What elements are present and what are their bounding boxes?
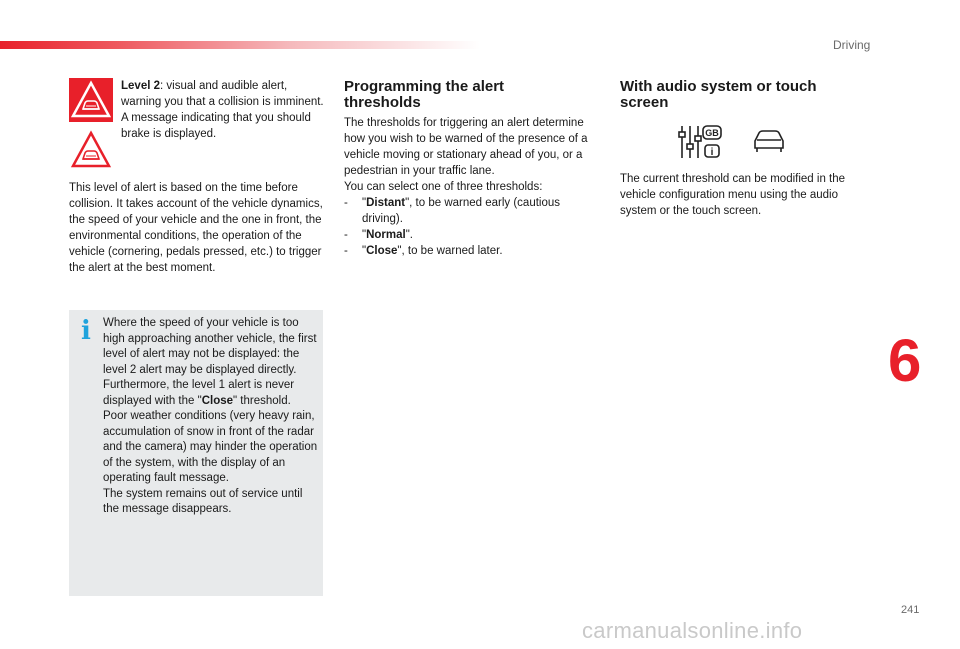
threshold-distant: Distant: [366, 197, 406, 209]
threshold-normal: Normal: [366, 229, 406, 241]
list-item: [344, 243, 602, 259]
level-line-2: A message indicating that you should brake is displayed.: [121, 112, 311, 140]
audio-system-icon: [677, 124, 723, 160]
info-line-2a: Furthermore, the level 1 alert is never displayed with the ": [103, 379, 295, 407]
info-line-2: [103, 378, 318, 409]
item-text: ".: [405, 229, 413, 241]
list-dash: -: [344, 197, 348, 209]
programming-p1: The thresholds for triggering an alert determine how you wish to be warned of the presence of a vehicle moving or stationary ahead of you, or a pedestrian in your traffic lane.: [344, 117, 588, 177]
item-text: ", to be warned early (cautious driving).: [362, 197, 561, 225]
level-label: Level 2: [121, 80, 160, 92]
info-icon: i: [81, 316, 91, 346]
audio-touch-title: With audio system or touch screen: [620, 78, 817, 111]
quote: ": [362, 245, 367, 257]
info-close-bold: Close: [201, 394, 234, 407]
programming-title: Programming the alert thresholds: [344, 78, 505, 111]
audio-badge-i: i: [710, 147, 714, 158]
info-line-2c: " threshold.: [233, 394, 291, 407]
programming-body: [344, 115, 602, 259]
alert-timing-paragraph: This level of alert is based on the time before collision. It takes account of the vehicle dynamics, the speed of your vehicle and the one in front, the environmental conditions, the operation of the vehicle (cornering, pedals pressed, etc.) to trigger the alert at the best moment.: [69, 182, 323, 274]
list-item: [344, 195, 602, 227]
chapter-tab: [888, 327, 938, 394]
header-accent-bar: [0, 41, 480, 49]
info-line-3: Poor weather conditions (very heavy rain, accumulation of snow in front of the radar and the camera) may hinder the operation of the system, with the display of an operating fault message.: [103, 410, 318, 484]
chapter-number: 6: [888, 327, 922, 394]
quote: ": [362, 197, 367, 209]
info-text: [103, 316, 318, 518]
watermark: carmanualsonline.info: [582, 618, 803, 643]
item-text: ", to be warned later.: [397, 245, 503, 257]
level-rest: : visual and audible alert, warning you that a collision is imminent.: [121, 80, 324, 108]
list-dash: -: [344, 245, 348, 257]
audio-badge-gb: GB: [705, 128, 719, 138]
car-icon: [752, 126, 786, 156]
audio-touch-body: The current threshold can be modified in the vehicle configuration menu using the audio system or the touch screen.: [620, 173, 846, 217]
level-2-description: [121, 78, 326, 142]
list-dash: -: [344, 229, 348, 241]
section-title: Driving: [833, 38, 871, 52]
collision-alert-icon: [69, 78, 113, 122]
list-item: [344, 227, 602, 243]
threshold-close: Close: [366, 245, 398, 257]
page-number: 241: [901, 604, 920, 616]
programming-p2: You can select one of three thresholds:: [344, 181, 543, 193]
info-line-4: The system remains out of service until the message disappears.: [103, 487, 303, 515]
collision-warning-icon: [69, 128, 113, 172]
info-box: [69, 310, 323, 596]
quote: ": [362, 229, 367, 241]
info-line-1: Where the speed of your vehicle is too high approaching another vehicle, the first level of alert may not be displayed: the level 2 alert may be displayed directly.: [103, 317, 317, 376]
